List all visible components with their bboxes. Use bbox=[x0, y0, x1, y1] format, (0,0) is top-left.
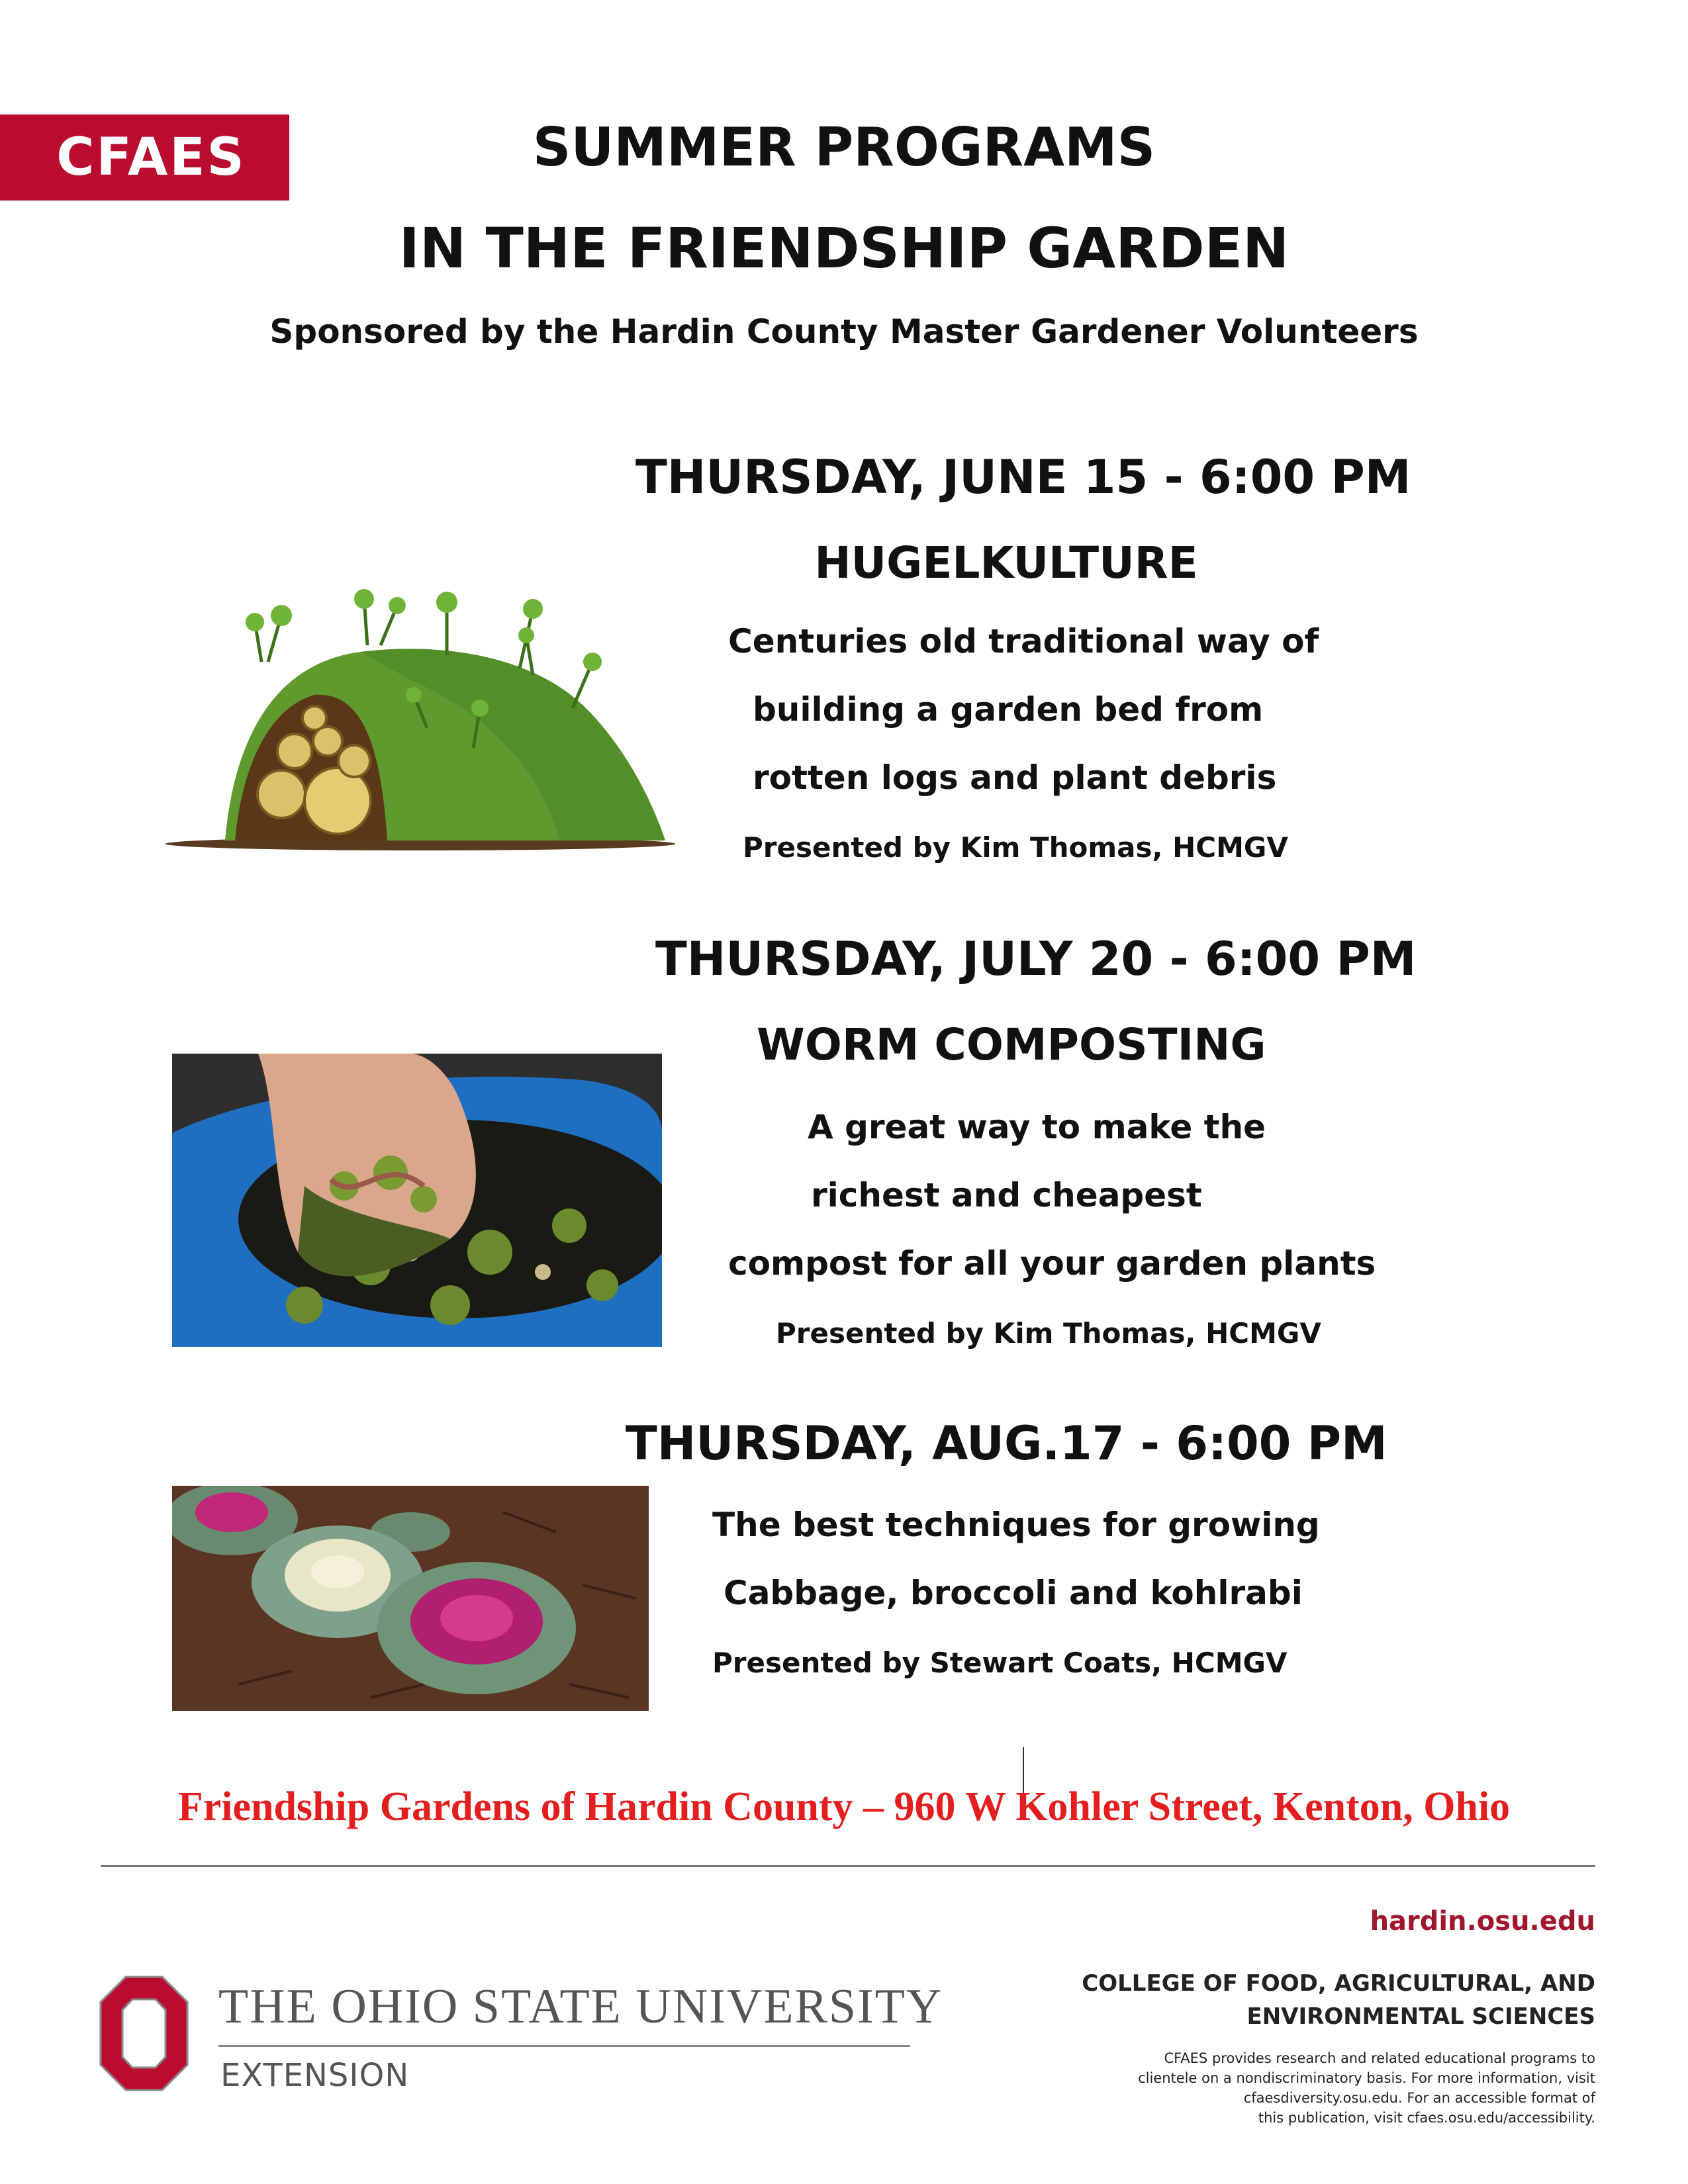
nondiscrimination-statement bbox=[1138, 2048, 1595, 2128]
event-2-presenter: Presented by Kim Thomas, HCMGV bbox=[776, 1317, 1321, 1349]
event-3-desc-line1: The best techniques for growing bbox=[712, 1506, 1320, 1544]
hands-holding-worm-compost-photo bbox=[172, 1054, 662, 1347]
event-1-presenter: Presented by Kim Thomas, HCMGV bbox=[743, 831, 1288, 864]
event-3-desc-line2: Cabbage, broccoli and kohlrabi bbox=[724, 1574, 1303, 1612]
event-2-desc-line2: richest and cheapest bbox=[811, 1176, 1202, 1214]
page-title-line2: IN THE FRIENDSHIP GARDEN bbox=[399, 216, 1289, 281]
fine-print-line1: CFAES provides research and related educational programs to bbox=[1164, 2050, 1595, 2066]
cfaes-logo-text: CFAES bbox=[56, 128, 246, 187]
osu-extension-label: EXTENSION bbox=[220, 2057, 410, 2094]
fine-print-line3: cfaesdiversity.osu.edu. For an accessible format of bbox=[1243, 2090, 1595, 2106]
event-1-desc-line3: rotten logs and plant debris bbox=[753, 758, 1277, 797]
ornamental-cabbage-photo bbox=[172, 1486, 649, 1711]
event-2-desc-line3: compost for all your garden plants bbox=[728, 1244, 1376, 1283]
footer-divider bbox=[101, 1865, 1595, 1867]
college-name-line2: ENVIRONMENTAL SCIENCES bbox=[1246, 2003, 1595, 2030]
event-3-presenter: Presented by Stewart Coats, HCMGV bbox=[712, 1647, 1288, 1679]
osu-divider bbox=[218, 2045, 910, 2047]
college-name-line1: COLLEGE OF FOOD, AGRICULTURAL, AND bbox=[1082, 1970, 1595, 1997]
fine-print-line2: clientele on a nondiscriminatory basis. For more information, visit bbox=[1138, 2070, 1595, 2086]
ohio-state-block-o-icon bbox=[99, 1976, 189, 2091]
sponsor-line: Sponsored by the Hardin County Master Gardener Volunteers bbox=[269, 312, 1419, 351]
event-2-date: THURSDAY, JULY 20 - 6:00 PM bbox=[655, 932, 1417, 986]
fine-print-line4: this publication, visit cfaes.osu.edu/accessibility. bbox=[1258, 2110, 1595, 2126]
event-1-desc-line1: Centuries old traditional way of bbox=[728, 622, 1319, 660]
event-3-date: THURSDAY, AUG.17 - 6:00 PM bbox=[626, 1416, 1387, 1471]
event-1-desc-line2: building a garden bed from bbox=[753, 690, 1264, 729]
website-link[interactable]: hardin.osu.edu bbox=[1370, 1906, 1595, 1936]
event-2-desc-line1: A great way to make the bbox=[808, 1108, 1266, 1146]
event-1-date: THURSDAY, JUNE 15 - 6:00 PM bbox=[635, 450, 1411, 504]
address-line: Friendship Gardens of Hardin County – 960 W Kohler Street, Kenton, Ohio bbox=[177, 1784, 1511, 1829]
page-title-line1: SUMMER PROGRAMS bbox=[532, 116, 1156, 178]
event-2-title: WORM COMPOSTING bbox=[757, 1019, 1266, 1070]
hugelkultur-mound-illustration bbox=[162, 582, 685, 854]
osu-name: THE OHIO STATE UNIVERSITY bbox=[218, 1979, 943, 2034]
event-1-title: HUGELKULTURE bbox=[814, 537, 1198, 588]
college-name bbox=[1082, 1967, 1595, 2033]
